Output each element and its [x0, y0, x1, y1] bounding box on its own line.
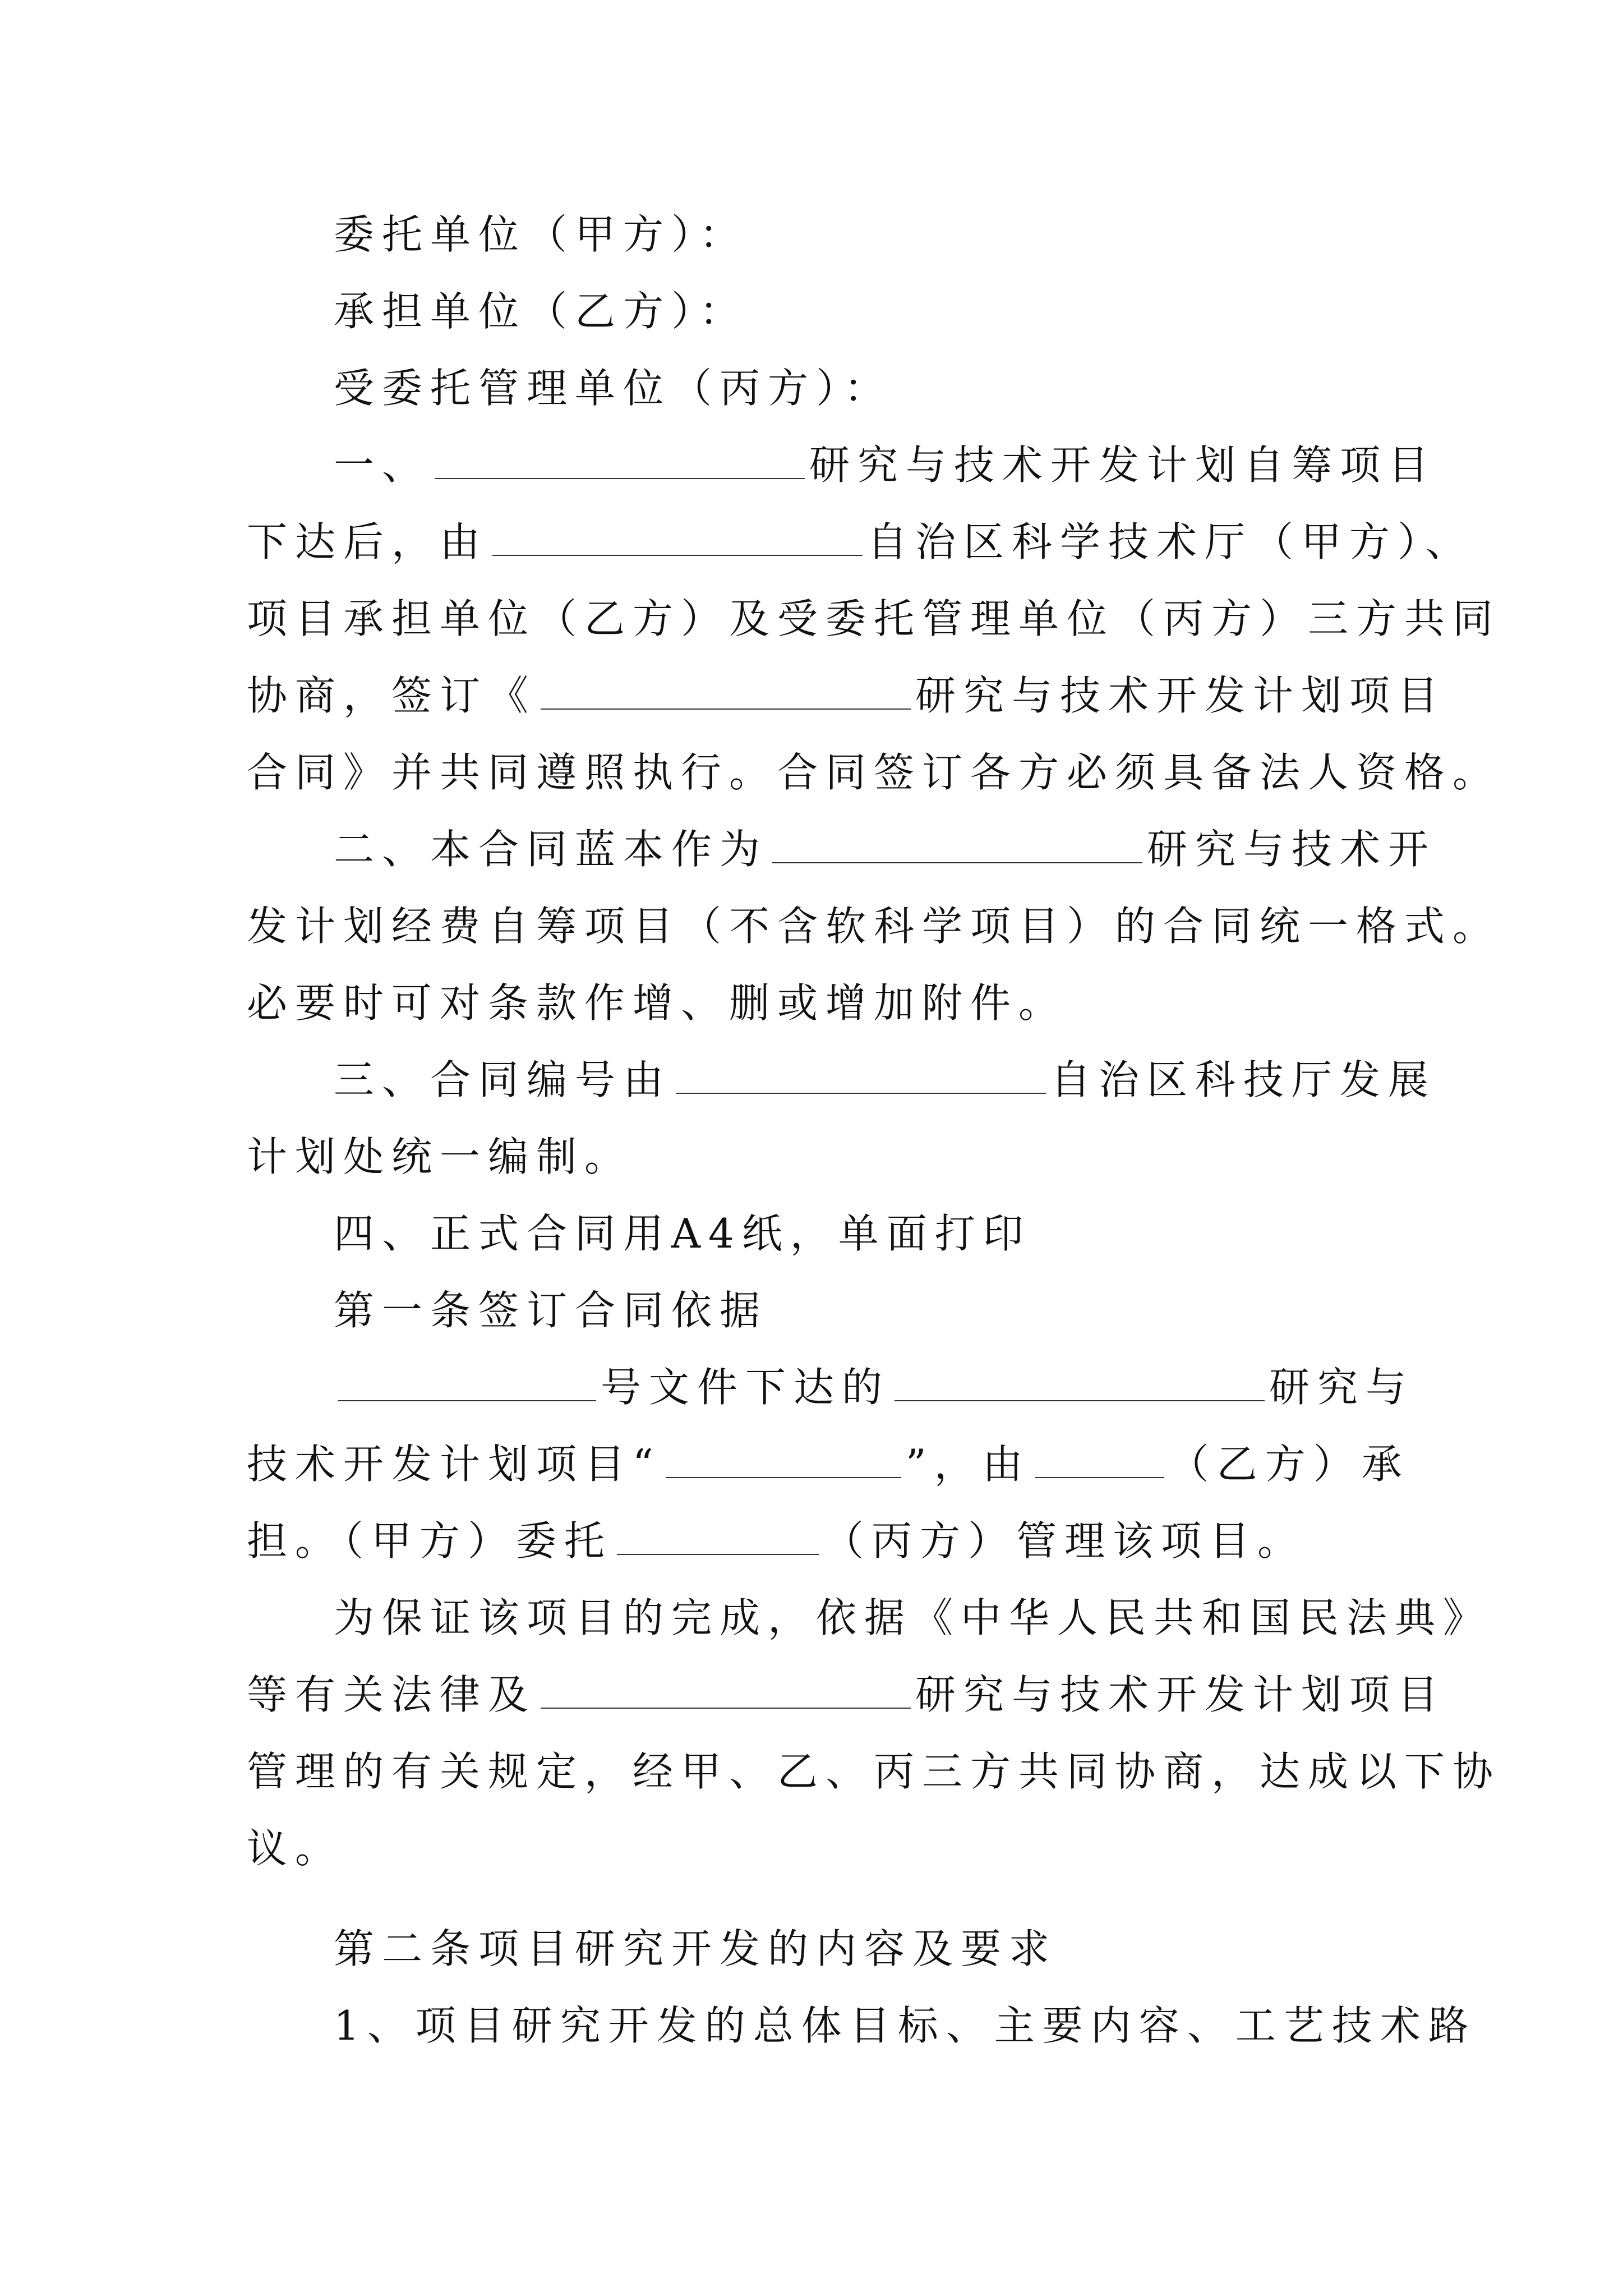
paragraph-line [247, 581, 1501, 657]
paragraph-line [247, 427, 1437, 504]
paragraph-line [247, 1580, 1492, 1657]
fill-blank[interactable] [541, 676, 911, 710]
paragraph-line [247, 504, 1474, 581]
fill-blank[interactable] [338, 1368, 596, 1401]
paragraph-line [247, 657, 1446, 734]
fill-blank[interactable] [617, 1521, 819, 1555]
text-run: 1、项目研究开发的总体目标、主要内容、工艺技术路 [334, 2002, 1477, 2049]
party-c-line [247, 350, 1382, 427]
text-run: 必要时可对条款作增、删或增加附件。 [247, 979, 1067, 1027]
fill-blank[interactable] [676, 1060, 1046, 1094]
party-c-label: 受委托管理单位（丙方）： [334, 365, 893, 412]
text-run: 技术开发计划项目“ [247, 1441, 661, 1488]
text-run: 研究与技术开发计划项目 [915, 672, 1446, 719]
party-b-line [247, 273, 1382, 350]
fill-blank[interactable] [772, 830, 1142, 863]
fill-blank[interactable] [1035, 1444, 1164, 1478]
text-run: （丙方）管理该项目。 [823, 1517, 1306, 1565]
paragraph-line [247, 1733, 1501, 1810]
text-run: 项目承担单位（乙方）及受委托管理单位（丙方）三方共同 [247, 595, 1501, 642]
party-b-label: 承担单位（乙方）： [334, 288, 748, 335]
fill-blank[interactable] [492, 522, 863, 556]
text-run: 自治区科技厅发展 [1050, 1056, 1437, 1103]
paragraph-line [247, 734, 1501, 811]
fill-blank[interactable] [666, 1444, 901, 1478]
paragraph-line [247, 1349, 1414, 1426]
text-run: 议。 [247, 1825, 344, 1872]
text-run: 号文件下达的 [601, 1364, 891, 1411]
text-run: ”，由 [905, 1441, 1031, 1488]
text-run: 第二条项目研究开发的内容及要求 [334, 1925, 1058, 1972]
text-run: 协商，签订《 [247, 672, 537, 719]
text-run: 四、正式合同用A4纸，单面打印 [334, 1210, 1031, 1257]
text-run: 二、本合同蓝本作为 [334, 826, 768, 873]
text-run: 研究与技术开发计划项目 [915, 1671, 1446, 1718]
text-run: 研究与 [1269, 1364, 1414, 1411]
party-a-line [247, 196, 1382, 273]
paragraph-line [247, 1426, 1410, 1503]
paragraph-line [247, 1987, 1477, 2064]
fill-blank[interactable] [435, 445, 805, 479]
paragraph-line [247, 1042, 1437, 1119]
paragraph-line [247, 811, 1437, 888]
paragraph-line [247, 888, 1501, 965]
text-run: 计划处统一编制。 [247, 1133, 633, 1180]
text-run: 第一条签订合同依据 [334, 1287, 768, 1334]
text-run: 担。（甲方）委托 [247, 1517, 613, 1565]
paragraph-line [247, 1810, 1382, 1887]
fill-blank[interactable] [895, 1368, 1265, 1401]
party-a-label: 委托单位（甲方）： [334, 211, 748, 258]
text-run: 研究与技术开 [1147, 826, 1437, 873]
text-run: 下达后，由 [247, 518, 488, 565]
paragraph-line [247, 1195, 1382, 1272]
article-heading [247, 1272, 1382, 1349]
paragraph-line [247, 1503, 1382, 1580]
text-run: 等有关法律及 [247, 1671, 537, 1718]
text-run: 合同》并共同遵照执行。合同签订各方必须具备法人资格。 [247, 749, 1501, 796]
paragraph-line [247, 1657, 1446, 1733]
paragraph-line [247, 965, 1382, 1042]
text-run: 发计划经费自筹项目（不含软科学项目）的合同统一格式。 [247, 903, 1501, 950]
text-run: 一、 [334, 441, 431, 489]
text-run: 三、合同编号由 [334, 1056, 672, 1103]
text-run: 为保证该项目的完成，依据《中华人民共和国民法典》 [334, 1594, 1492, 1641]
text-run: 管理的有关规定，经甲、乙、丙三方共同协商，达成以下协 [247, 1748, 1501, 1795]
paragraph-line [247, 1119, 1382, 1195]
text-run: （乙方）承 [1168, 1441, 1410, 1488]
text-run: 研究与技术开发计划自筹项目 [809, 441, 1437, 489]
text-run: 自治区科学技术厅（甲方）、 [867, 518, 1474, 565]
article-heading [247, 1911, 1382, 1987]
fill-blank[interactable] [541, 1675, 911, 1709]
